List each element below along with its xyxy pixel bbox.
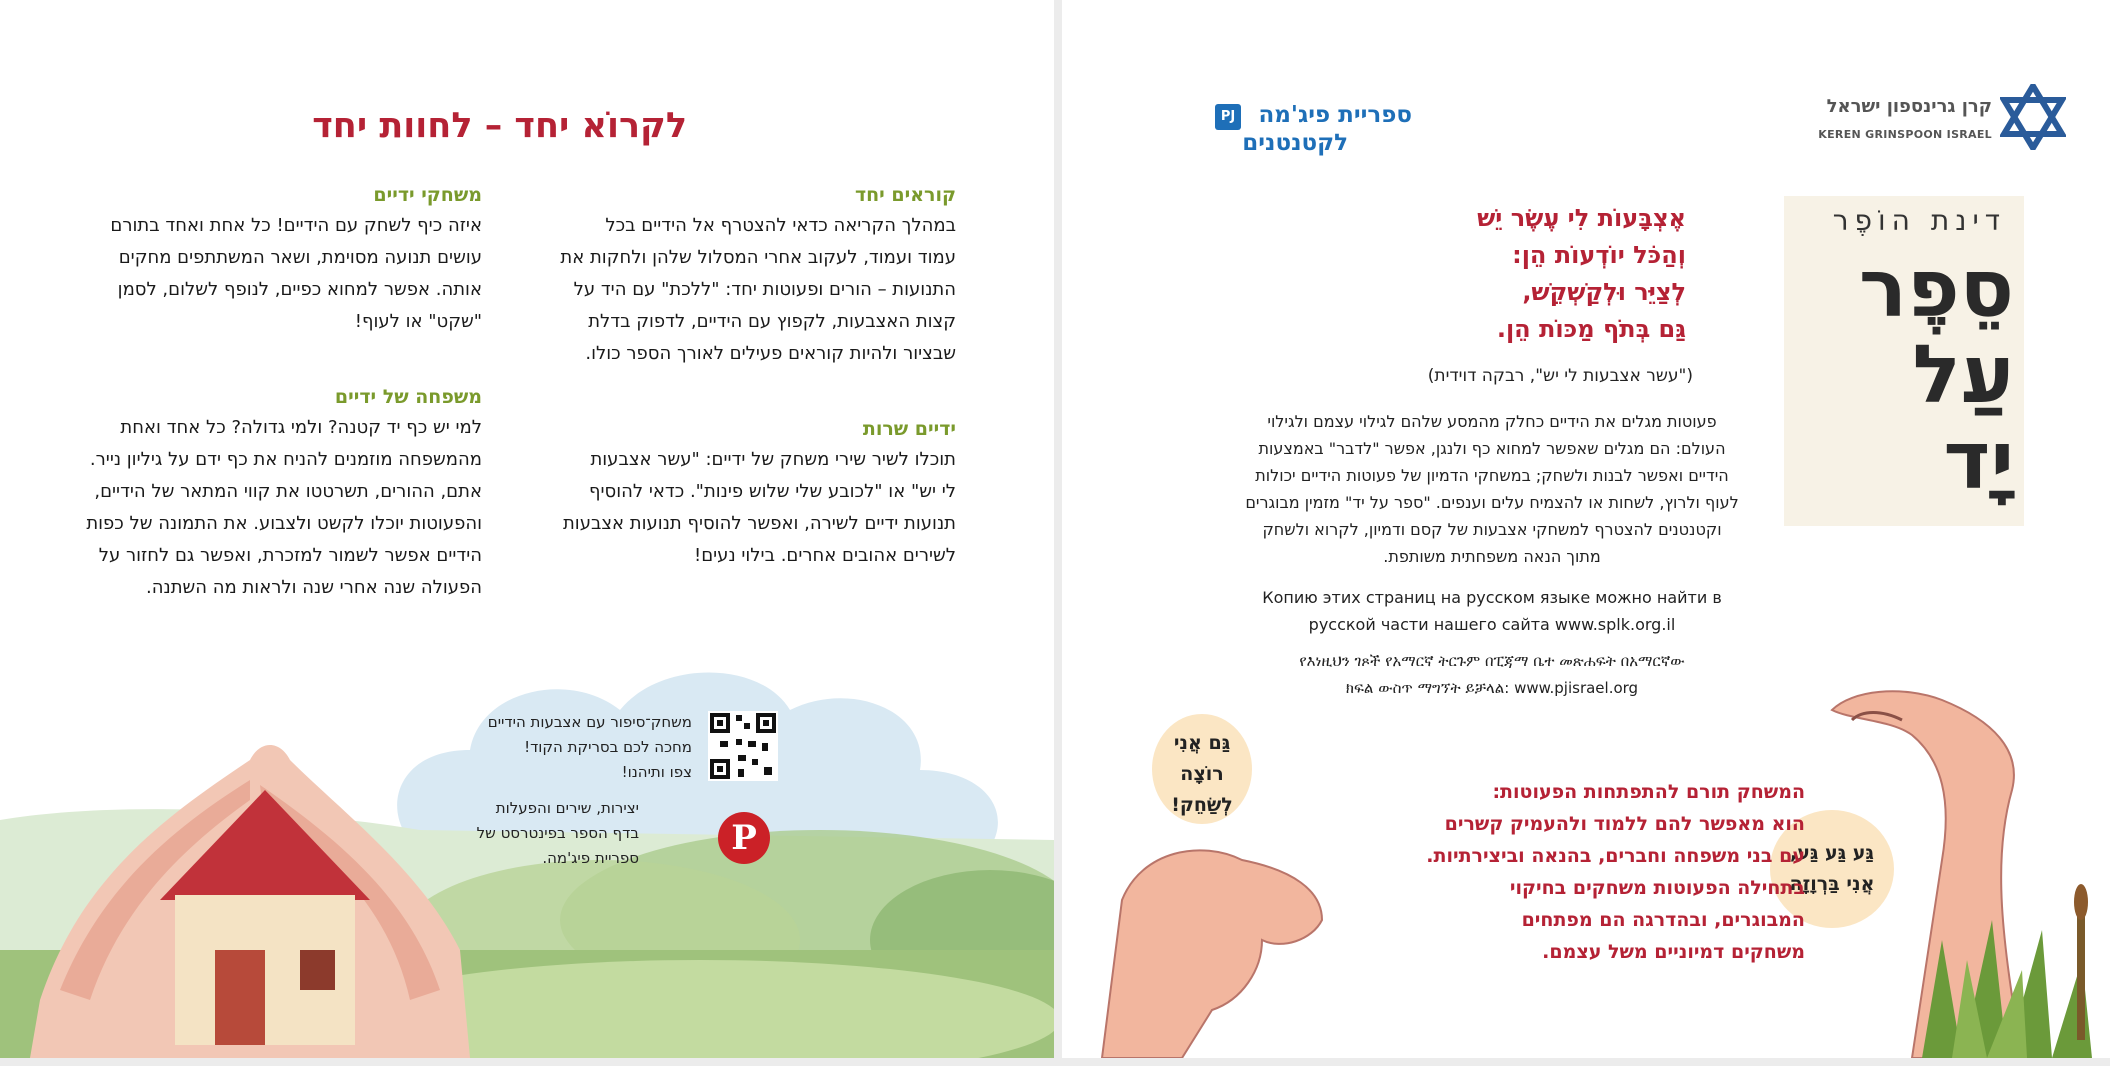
text-line: התנועות – הורים ופעוטות יחד: "ללכת" עם היד על <box>573 279 956 300</box>
cover-author: דינת הוֹפֶר <box>1832 204 2006 237</box>
poem-line: וְהַכֹּל יוֹדְעוֹת הֵן: <box>1512 241 1686 269</box>
section-text-reading-together <box>476 210 956 370</box>
pinterest-caption <box>477 796 639 871</box>
qr-code[interactable] <box>708 711 778 781</box>
section-heading-family-of-hands: משפחה של ידיים <box>334 386 482 408</box>
text-line: עושים תנועה מסוימת, ושאר המשתתפים מחקים <box>118 247 482 268</box>
bubble-line: לְשַׂחֵק! <box>1171 794 1233 816</box>
text-line: מהמשפחה מוזמנים להניח את כף ידם על גיליון נייר. <box>89 449 482 470</box>
text-line: עם בני משפחה וחברים, בהנאה וביצירתיות. <box>1426 845 1805 867</box>
pj-library-name: ספריית פיג'מה <box>1258 102 1412 128</box>
cover-title-line: יָד <box>1943 414 2014 507</box>
description-text <box>1202 408 1782 570</box>
text-line: የእነዚህን ገጾች የአማርኛ ትርጉም በፒጃማ ቤተ መጽሐፍት በአማርኛው <box>1299 652 1685 670</box>
text-line: שבציור ולהיות קוראים פעילים לאורך הספר כולו. <box>585 343 956 364</box>
text-line: הידיים אפשר לשמור למזכרת, ואפשר גם לחזור על <box>98 545 482 566</box>
poem-line: אֶצְבָּעוֹת לִי עֶשֶׂר יֵשׁ <box>1477 204 1686 232</box>
development-note <box>1426 776 1805 968</box>
poem <box>1477 200 1686 348</box>
bubble-line: אֲנִי בַּרְוָזָה <box>1789 873 1875 895</box>
text-line: למי יש כף יד קטנה? ולמי גדולה? כל אחד ואחת <box>120 417 482 438</box>
text-line: Копию этих страниц на русском языке можно найти в <box>1262 588 1722 607</box>
text-line: עמוד ועמוד, לעקוב אחרי המסלול שלהן ולחקות את <box>560 247 956 268</box>
russian-note <box>1202 584 1782 638</box>
text-line: הפעולה שנה אחרי שנה ולראות מה השתנה. <box>146 577 482 598</box>
poem-line: גַּם בְּתֹף מַכּוֹת הֵן. <box>1496 315 1686 343</box>
text-line: "שקט" או לעוף! <box>354 311 482 332</box>
text-line: המבוגרים, ובהדרגה הם מפתחים <box>1521 909 1805 931</box>
text-line: משחקים דמיוניים משל עצמם. <box>1542 941 1805 963</box>
text-line: הידיים ואפשר לבנות ולשחק; במשחקי הדמיון של פעוטות הידיים יכולות <box>1255 466 1729 485</box>
text-line: אתם, ההורים, תשרטטו את קווי המתאר של הידיים, <box>94 481 482 502</box>
text-line: וקטנטנים להצטרף למשחקי אצבעות של קסם ודמיון, לקרוא ולשחק <box>1262 520 1722 539</box>
pj-library-logo <box>1152 100 1412 160</box>
pinterest-caption-line: בדף הספר בפינטרסט של <box>476 824 639 842</box>
qr-caption <box>488 710 692 785</box>
pinterest-caption-line: ספריית פיג'מה. <box>542 849 639 867</box>
bubble-line: גַּם אֲנִי <box>1173 732 1231 754</box>
section-heading-hand-games: משחקי ידיים <box>373 184 482 206</box>
left-page <box>0 0 1054 1058</box>
cover-title-line: עַל <box>1912 328 2014 421</box>
text-line: פעוטות מגלים את הידיים כחלק מהמסע שלהם לגילוי עצמם ולגילוי <box>1267 412 1717 431</box>
bubble-line: רוֹצָה <box>1180 763 1224 785</box>
cover-title-line: סֵפֶר <box>1858 242 2014 335</box>
text-line: לשירים אהובים אחרים. בילוי נעים! <box>694 545 956 566</box>
column-left <box>2 184 482 604</box>
pinterest-icon[interactable]: P <box>718 812 770 864</box>
logo-english-text: KEREN GRINSPOON ISRAEL <box>1818 128 1992 141</box>
text-line: בתחילה הפעוטות משחקים בחיקוי <box>1509 877 1805 899</box>
star-of-david-icon <box>2000 84 2066 150</box>
text-line: הוא מאפשר להם ללמוד ולהעמיק קשרים <box>1444 813 1805 835</box>
keren-grinspoon-logo <box>1782 84 2072 156</box>
section-heading-reading-together: קוראים יחד <box>854 184 956 206</box>
qr-caption-line: משחק־סיפור עם אצבעות הידיים <box>487 713 692 731</box>
text-line: העולם: הם מגלים שאפשר למחוא כף ולנגן, אפשר "לדבר" באמצעות <box>1258 439 1726 458</box>
text-line: המשחק תורם להתפתחות הפעוטות: <box>1492 781 1805 803</box>
text-line: קצות האצבעות, לקפוץ עם הידיים, לדפוק בדלת <box>588 311 956 332</box>
text-line: במהלך הקריאה כדאי להצטרף אל הידיים בכל <box>605 215 956 236</box>
text-line: מתוך הנאה משפחתית משותפת. <box>1383 547 1601 566</box>
book-cover <box>1784 196 2024 526</box>
poem-credit: ("עשר אצבעות לי יש", רבקה דוידית) <box>1427 366 1693 386</box>
text-line: לעוף ולרוץ, לשחות או להצמיח עלים וענפים. "ספר על יד" מזמין מבוגרים <box>1245 493 1739 512</box>
text-line: תוכלו לשיר שירי משחק של ידיים: "עשר אצבעות <box>590 449 956 470</box>
section-text-hand-games <box>2 210 482 338</box>
text-line: ክፍል ውስጥ ማግኘት ይቻላል: www.pjisrael.org <box>1345 679 1639 697</box>
section-text-family-of-hands <box>2 412 482 604</box>
speech-bubble-left <box>1152 714 1252 824</box>
qr-caption-line: מחכה לכם בסריקת הקוד! <box>524 738 692 756</box>
text-line: והפעוטות יוכלו לקשט ולצבוע. את התמונה של כפות <box>86 513 482 534</box>
bubble-line: גַּע גַּע גַּע, <box>1790 842 1874 864</box>
qr-caption-line: צפו ותיהנו! <box>621 763 692 781</box>
logo-hebrew-text: קרן גרינספון ישראל <box>1826 96 1992 117</box>
right-page <box>1062 0 2110 1058</box>
text-line: אותה. אפשר למחוא כפיים, לנופף לשלום, לסמן <box>117 279 482 300</box>
pinterest-caption-line: יצירות, שירים והפעלות <box>495 799 639 817</box>
text-line: תנועות ידיים לשירה, ואפשר להוסיף תנועות אצבעות <box>562 513 956 534</box>
pj-library-subtitle: לקטנטנים <box>1242 130 1348 156</box>
text-line: איזה כיף לשחק עם הידיים! כל אחת ואחד בתורם <box>110 215 482 236</box>
pj-badge-icon: PJ <box>1215 104 1241 130</box>
text-line: לי יש" או "לכובע שלי שלוש פינות". כדאי להוסיף <box>588 481 956 502</box>
section-heading-singing-hands: ידיים שרות <box>862 418 956 440</box>
page-title: לקרוֹא יחד – לחוות יחד <box>312 106 687 146</box>
text-line: русской части нашего сайта www.splk.org.il <box>1308 615 1676 634</box>
poem-line: לְצַיֵּר וּלְקַשְׁקֵשׁ, <box>1522 278 1686 306</box>
cover-title <box>1858 242 2014 507</box>
section-text-singing-hands <box>476 444 956 572</box>
column-right <box>476 184 956 572</box>
